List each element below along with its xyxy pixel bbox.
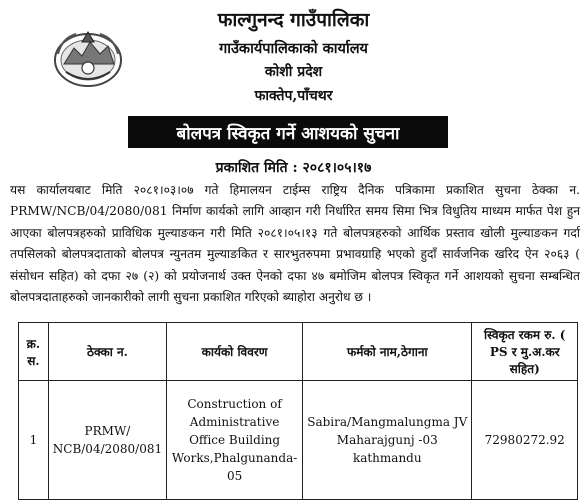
- published-date: प्रकाशित मिति : २०८१।०५।१७: [215, 160, 372, 176]
- cell-firm: Sabira/Mangmalungma JV Maharajgunj -03 kathmandu: [303, 381, 472, 500]
- notice-body: यस कार्यालयबाट मिति २०८१।०३।०७ गते हिमालयन टाईम्स राष्ट्रिय दैनिक पत्रिकामा प्रकाशित सुचना ठेक्का न. PRMW/NCB/04/2080/081 निर्माण कार्यको लागि आव्हान गरी निर्धारित समय सिमा भित्र विधुतिय माध्यम मार्फत पेश हुन आएका बोलपत्रहरुको प्राविधिक मुल्याङकन गरी मिति २०८१।०५।१३ गते बोलपत्रहरुको आर्थिक प्रस्ताव खोली मुल्याङकन गर्दा तपसिलको बोलपत्रदाताको बोलपत्र न्युनतम मुल्याङकित र सारभुतरुपमा प्रभावग्राहि भएको हुदाँ सार्वजनिक खरिद ऐन २०६३ ( संसोधन सहित) को दफा २७ (२) को प्रयोजनार्थ उक्त ऐनको दफा ४७ बमोजिम बोलपत्र स्विकृत गर्ने आशयको सुचना सम्बन्धित बोलपत्रदाताहरुको जानकारीको लागी सुचना प्रकाशित गरिएको ब्याहोरा अनुरोध छ ।: [10, 183, 580, 305]
- table-row: [19, 381, 578, 500]
- office-location: फाक्तेप,पाँचथर: [254, 88, 333, 104]
- cell-contract: PRMW/ NCB/04/2080/081: [48, 381, 166, 500]
- municipality-name: फाल्गुनन्द गाउँपालिका: [217, 9, 370, 31]
- header-sn: क्र. स.: [19, 323, 49, 381]
- header-contract: ठेक्का न.: [48, 323, 166, 381]
- cell-sn: 1: [19, 381, 49, 500]
- province-name: कोशी प्रदेश: [264, 64, 323, 80]
- office-name: गाउँकार्यपालिकाको कार्यालय: [219, 40, 368, 57]
- notice-header: [0, 0, 587, 112]
- award-table: [18, 322, 578, 500]
- header-firm: फर्मको नाम,ठेगाना: [303, 323, 472, 381]
- cell-work: Construction of Administrative Office Building Works,Phalgunanda-05: [167, 381, 303, 500]
- notice-title: बोलपत्र स्विकृत गर्ने आशयको सुचना: [128, 116, 448, 148]
- header-work: कार्यको विवरण: [167, 323, 303, 381]
- header-amount: स्विकृत रकम रु. ( PS र मु.अ.कर सहित): [472, 323, 578, 381]
- table-header-row: [19, 323, 578, 381]
- cell-amount: 72980272.92: [472, 381, 578, 500]
